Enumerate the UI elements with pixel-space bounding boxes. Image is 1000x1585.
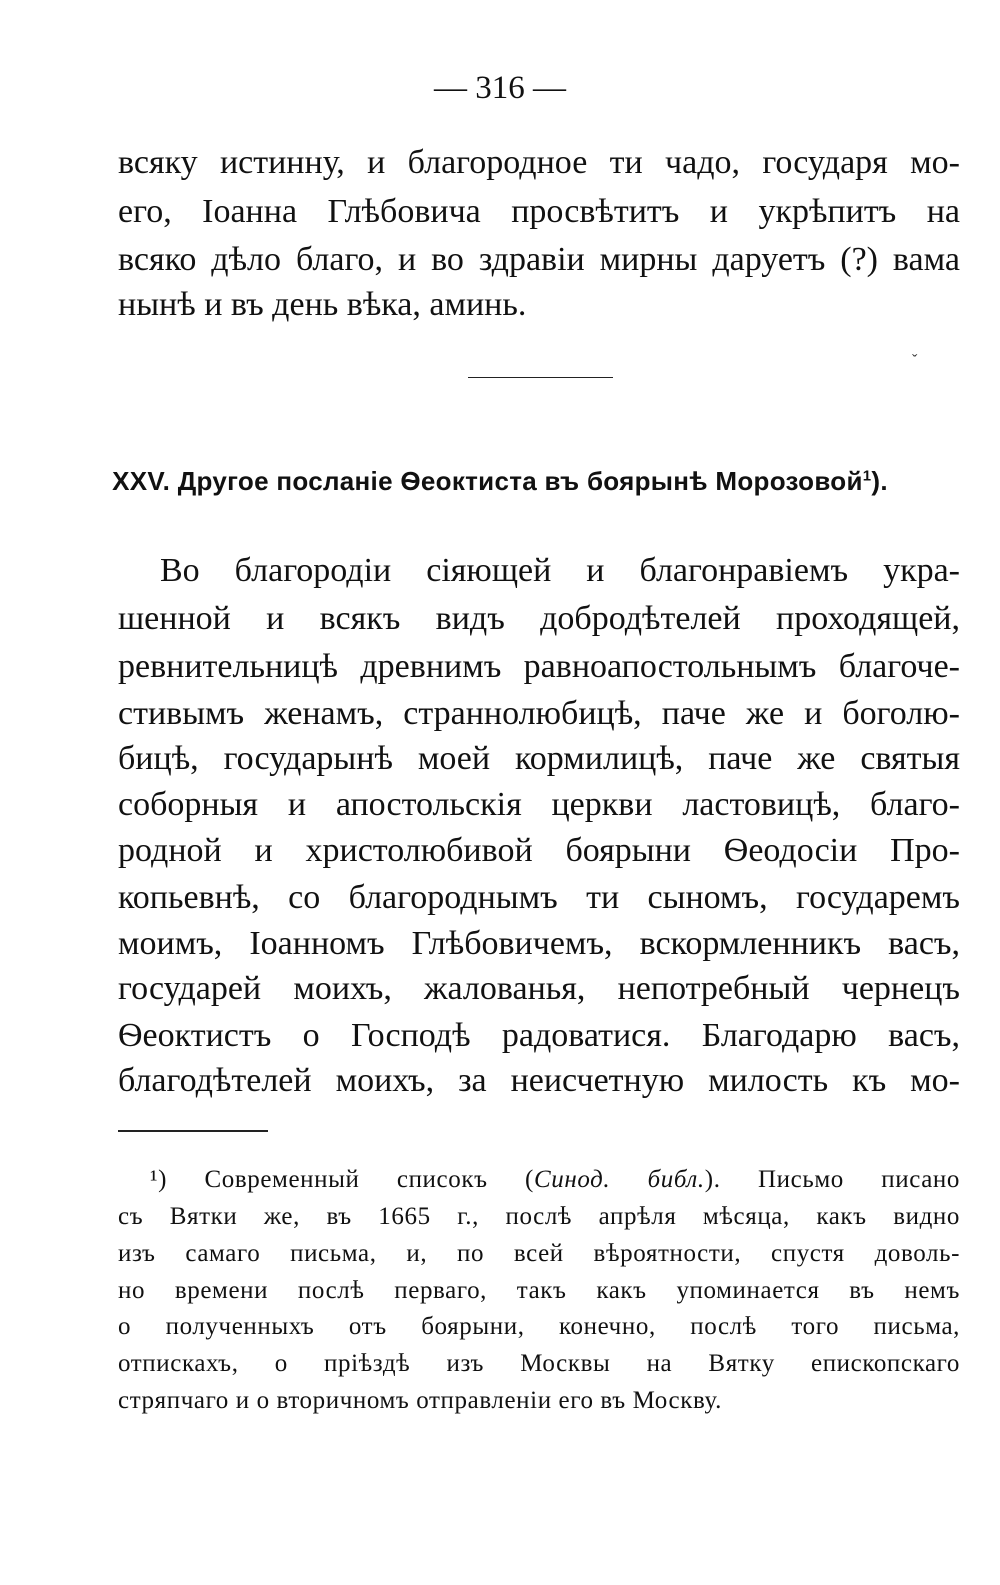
footnote-source: Синод. библ. [533, 1166, 705, 1193]
page-number: — 316 — [434, 70, 566, 106]
text-line: государей моихъ, жалованья, непотребный чернецъ [118, 970, 960, 1007]
text-line: родной и христолюбивой боярыни Ѳеодосіи Про- [118, 832, 960, 869]
text-line: благодѣтелей моихъ, за неисчетную милость къ мо- [118, 1062, 960, 1099]
text-line: Во благородіи сіяющей и благонравіемъ укра- [160, 552, 960, 589]
section-heading [0, 464, 1000, 498]
footnote-line [150, 1163, 960, 1197]
text-line: его, Іоанна Глѣбовича просвѣтитъ и укрѣпитъ на [118, 193, 960, 230]
footnote-line: стряпчаго и о вторичномъ отправленіи его въ Москву. [118, 1387, 722, 1414]
footnote-line: отпискахъ, о пріѣздѣ изъ Москвы на Вятку епископскаго [118, 1350, 960, 1377]
text-line: шенной и всякъ видъ добродѣтелей проходящей, [118, 600, 960, 637]
print-speck: ˇ [912, 352, 918, 369]
footnote-text: ). Письмо писано [704, 1166, 960, 1193]
text-line: копьевнѣ, со благороднымъ ти сыномъ, государемъ [118, 879, 960, 916]
heading-close: ). [871, 466, 888, 496]
heading-text: XXV. Другое посланіе Ѳеоктиста въ боярынѣ Морозовой [112, 466, 863, 496]
footnote-line: съ Вятки же, въ 1665 г., послѣ апрѣля мѣсяца, какъ видно [118, 1203, 960, 1230]
footnote-line: о полученныхъ отъ боярыни, конечно, послѣ того письма, [118, 1313, 960, 1340]
text-line: всяко дѣло благо, и во здравіи мирны даруетъ (?) вама [118, 241, 960, 278]
text-line: соборныя и апостольскія церкви ластовицѣ, благо- [118, 786, 960, 823]
heading-footnote-marker: 1 [862, 467, 872, 485]
text-line: бицѣ, государынѣ моей кормилицѣ, паче же святыя [118, 740, 960, 777]
text-line: ревнительницѣ древнимъ равноапостольнымъ благоче- [118, 648, 960, 685]
footnote-text: Современный списокъ ( [167, 1166, 534, 1193]
footnote-rule [118, 1130, 268, 1132]
text-line: моимъ, Іоанномъ Глѣбовичемъ, вскормленникъ васъ, [118, 925, 960, 962]
text-line: всяку истинну, и благородное ти чадо, государя мо- [118, 144, 960, 181]
footnote-line: изъ самаго письма, и, по всей вѣроятности, спустя доволь- [118, 1240, 960, 1267]
footnote-line: но времени послѣ перваго, такъ какъ упоминается въ немъ [118, 1277, 960, 1304]
section-divider [468, 377, 613, 378]
text-line: стивымъ женамъ, страннолюбицѣ, паче же и боголю- [118, 695, 960, 732]
text-line: Ѳеоктистъ о Господѣ радоватися. Благодарю васъ, [118, 1017, 960, 1054]
text-line: нынѣ и въ день вѣка, аминь. [118, 286, 527, 323]
footnote-marker: ¹) [150, 1166, 168, 1193]
